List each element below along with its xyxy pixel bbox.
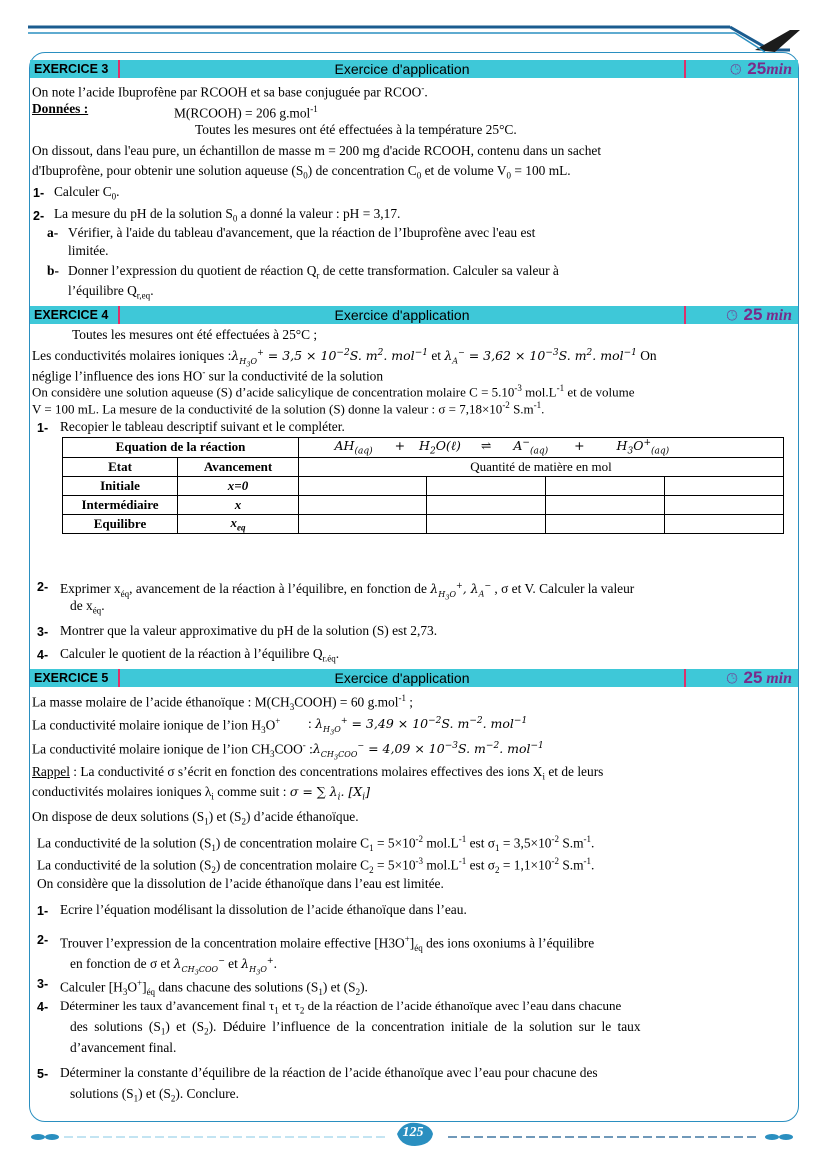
ex4-q2-line-1: Exprimer $x_{éq}$, avancement de la réaction à l’équilibre, en fonction de $\lambda_{H_3O}^+$, $\lambda_A^-$ , σ et V. Calculer la valeur	[60, 581, 635, 602]
ex3-line-2: On dissout, dans l'eau pure, un échantillon de masse m = 200 mg d'acide RCOOH, contenu dans un sachet	[32, 143, 602, 158]
ex5-line-3: La conductivité molaire ionique de l’ion $CH_3COO^-$ $:\lambda_{CH_3COO}^- = 4,09 \times 10^{-3}S$. $m^{-2}$. mol$^{-1}$	[32, 740, 544, 762]
ex5-q5-line-1: Déterminer la constante d’équilibre de la réaction de l’acide éthanoïque avec l’eau pour chacune des	[60, 1065, 598, 1080]
ex5-q2-line-1: Trouver l’expression de la concentration molaire effective $[H3O^+]_{éq}$ des ions oxoniums à l’équilibre	[60, 934, 595, 954]
exercise-5-duration: 🕒︎ 25 min	[684, 669, 798, 687]
ex4-q2-line-2: de $x_{éq}$.	[70, 598, 105, 616]
ex5-line-7: On considère que la dissolution de l’acide éthanoïque dans l’eau est limitée.	[37, 876, 444, 891]
ex4-q1: Recopier le tableau descriptif suivant et le compléter.	[60, 419, 345, 434]
ex4-line-4: V = 100 mL. La mesure de la conductivité de la solution (S) donne la valeur : $\sigma = 7,18\times 10^{-2}$ $S.m^{-1}$.	[32, 400, 545, 417]
ex5-q3-number: 3-	[37, 977, 49, 991]
ex4-q3-number: 3-	[37, 625, 49, 639]
exercise-5-title: Exercice d'application	[334, 670, 470, 686]
ex5-line-5: La conductivité de la solution $(S_1)$ de concentration molaire $C_1 = 5\times 10^{-2}$ $mol.L^{-1}$ est $\sigma_1 = 3,5\times 10^{-2}$ $S.m^{-1}$.	[37, 834, 595, 854]
clock-icon: 🕒︎	[726, 306, 738, 323]
ex3-qa-line-1: Vérifier, à l'aide du tableau d'avancement, que la réaction de l’Ibuprofène avec l'eau est	[68, 225, 536, 240]
table-cell: x	[178, 495, 299, 514]
header-decoration	[0, 0, 827, 60]
exercise-3-label: EXERCICE 3	[30, 60, 120, 78]
ex4-temperature: Toutes les mesures ont été effectuées à 25°C ;	[72, 327, 318, 342]
ex5-q1-number: 1-	[37, 904, 49, 918]
ex4-line-3: On considère une solution aqueuse (S) d’acide salicylique de concentration molaire $C = 5.10^{-3}$ $mol.L^{-1}$ et de volume	[32, 383, 635, 400]
ex5-line-6: La conductivité de la solution $(S_2)$ de concentration molaire $C_2 = 5\times 10^{-3}$ $mol.L^{-1}$ est $\sigma_2 = 1,1\times 10^{-2}$ $S.m^{-1}$.	[37, 856, 595, 876]
table-equation: $AH_{(aq)}$ + $H_2O(\ell)$ ⇌ $A^-_{(aq)} + H_3O^+_{(aq)}$	[299, 438, 784, 458]
ex5-q4-line-2: des solutions $(S_1)$ et $(S_2)$. Déduire l’influence de la concentration initiale de la solution sur le taux	[70, 1019, 641, 1037]
exercise-3-title: Exercice d'application	[334, 61, 470, 77]
progress-table	[62, 437, 784, 534]
exercise-3-header	[30, 60, 798, 78]
clock-icon: 🕒︎	[730, 60, 742, 77]
ex5-q2-number: 2-	[37, 933, 49, 947]
ex3-masse: M(RCOOH) = 206 g.mol$^{-1}$	[174, 104, 318, 121]
table-row	[63, 514, 784, 533]
ex3-q2-number: 2-	[33, 209, 45, 223]
ex5-q3: Calculer $[H_3O^+]_{éq}$ dans chacune des solutions $(S_1)$ et $(S_2)$.	[60, 978, 368, 998]
ex5-q4-line-1: Déterminer les taux d’avancement final $\tau_1$ et $\tau_2$ de la réaction de l’acide éthanoïque avec l’eau dans chacune	[60, 998, 622, 1016]
ex4-q4: Calculer le quotient de la réaction à l’équilibre $Q_{r.éq}$.	[60, 646, 340, 664]
clock-icon: 🕒︎	[726, 669, 738, 686]
ex5-rappel-line-2: conductivités molaires ioniques $\lambda_i$ comme suit : σ = ∑ $\lambda_i$. $[X_i]$	[32, 784, 370, 803]
ex4-q1-number: 1-	[37, 421, 49, 435]
table-equation-label: Equation de la réaction	[63, 438, 299, 458]
ex4-q4-number: 4-	[37, 648, 49, 662]
exercise-4-duration: 🕒︎ 25 min	[684, 306, 798, 324]
ex3-qb-line-2: l’équilibre $Q_{r,eq}$.	[68, 283, 154, 301]
ex3-qa-number: a-	[47, 225, 59, 240]
table-row	[63, 495, 784, 514]
ex3-qb-line-1: Donner l’expression du quotient de réaction $Q_r$ de cette transformation. Calculer sa valeur à	[68, 263, 559, 281]
ex3-qb-number: b-	[47, 263, 59, 278]
ex3-line-1: On note l’acide Ibuprofène par RCOOH et sa base conjuguée par RCOO-.	[32, 83, 428, 100]
ex3-qa-line-2: limitée.	[68, 243, 109, 258]
ex3-line-3: d'Ibuprofène, pour obtenir une solution aqueuse $(S_0)$ de concentration $C_0$ et de volume $V_0 = 100$ mL.	[32, 163, 571, 181]
exercise-4-header	[30, 306, 798, 324]
exercise-5-header	[30, 669, 798, 687]
ex5-q4-number: 4-	[37, 1000, 49, 1014]
table-cell: Equilibre	[63, 514, 178, 533]
page-number-badge	[395, 1119, 435, 1149]
table-header-etat: Etat	[63, 457, 178, 476]
ex5-line-2: La conductivité molaire ionique de l’ion $H_3O^+$	[32, 716, 281, 736]
table-cell: Initiale	[63, 476, 178, 495]
ex3-q1: Calculer $C_0$.	[54, 184, 120, 202]
ex3-donnees-label: Données :	[32, 101, 89, 116]
ex3-temperature: Toutes les mesures ont été effectuées à la température 25°C.	[195, 122, 517, 137]
table-header-avancement: Avancement	[178, 457, 299, 476]
table-header-quantite: Quantité de matière en mol	[299, 457, 784, 476]
ex4-q2-number: 2-	[37, 580, 49, 594]
ex3-q1-number: 1-	[33, 186, 45, 200]
exercise-5-label: EXERCICE 5	[30, 669, 120, 687]
exercise-4-label: EXERCICE 4	[30, 306, 120, 324]
ex5-q1: Ecrire l’équation modélisant la dissolution de l’acide éthanoïque dans l’eau.	[60, 902, 467, 917]
table-cell: x=0	[178, 476, 299, 495]
table-row	[63, 476, 784, 495]
ex5-line-4: On dispose de deux solutions $(S_1)$ et $(S_2)$ d’acide éthanoïque.	[32, 809, 359, 827]
ex4-line-2: néglige l’influence des ions HO- sur la conductivité de la solution	[32, 367, 384, 384]
ex5-q5-line-2: solutions $(S_1)$ et $(S_2)$. Conclure.	[70, 1086, 239, 1104]
ex5-line-1: La masse molaire de l’acide éthanoïque : $M(CH_3COOH) = 60$ g.mol$^{-1}$ ;	[32, 693, 414, 713]
ex3-q2: La mesure du pH de la solution $S_0$ a donné la valeur : pH = 3,17.	[54, 206, 401, 224]
ex4-conductivities: Les conductivités molaires ioniques $:\lambda_{H_3O}^+ = 3,5 \times 10^{-2}S$. $m^2$. mol$^{-1}$ et $\lambda_A^- = 3,62 \times 10^{-3}S$. $m^2$. mol$^{-1}$ On	[32, 348, 657, 369]
ex4-q3: Montrer que la valeur approximative du pH de la solution (S) est 2,73.	[60, 623, 438, 638]
ex5-q4-line-3: d’avancement final.	[70, 1040, 177, 1055]
page-number: 125	[402, 1125, 424, 1140]
table-cell: $x_{eq}$	[178, 514, 299, 533]
ex5-lambda-h3o: : $\lambda_{H_3O}^+ = 3,49 \times 10^{-2}S$. $m^{-2}$. mol$^{-1}$	[308, 716, 528, 737]
table-cell: Intermédiaire	[63, 495, 178, 514]
ex5-q5-number: 5-	[37, 1067, 49, 1081]
ex5-q2-line-2: en fonction de σ et $\lambda_{CH_3COO}^-$ et $\lambda_{H_3O}^+$.	[70, 956, 277, 977]
exercise-3-duration: 🕒︎ 25min	[684, 60, 798, 78]
ex5-rappel-line-1: Rappel : La conductivité σ s’écrit en fonction des concentrations molaires effectives des ions $X_i$ et de leurs	[32, 764, 604, 782]
exercise-4-title: Exercice d'application	[334, 307, 470, 323]
